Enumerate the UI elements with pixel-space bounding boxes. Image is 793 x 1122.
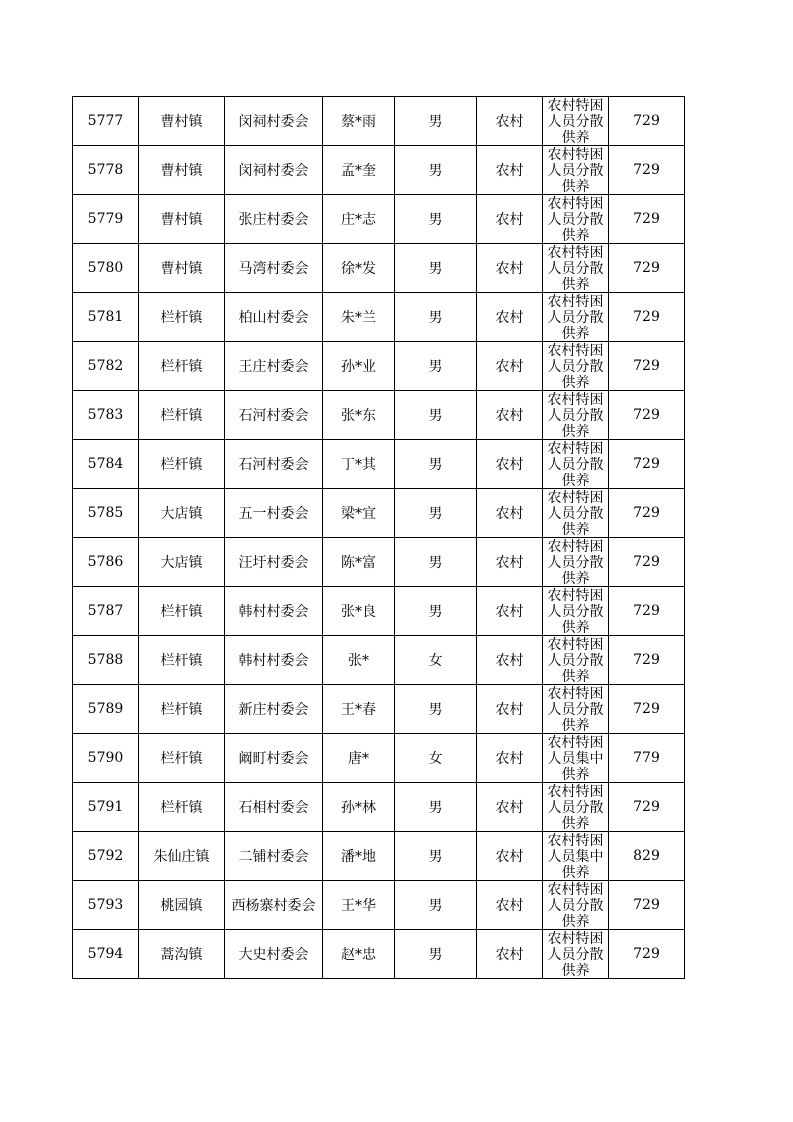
cell-village-committee: 柏山村委会 (225, 293, 323, 342)
cell-town: 桃园镇 (139, 881, 225, 930)
cell-town: 大店镇 (139, 538, 225, 587)
cell-residence-type: 农村 (477, 391, 543, 440)
cell-support-category (543, 293, 609, 342)
support-category-text: 农村特困人员分散供养 (547, 637, 604, 684)
cell-person-name: 王*华 (323, 881, 395, 930)
cell-village-committee: 二铺村委会 (225, 832, 323, 881)
cell-support-category (543, 146, 609, 195)
table-row (73, 685, 685, 734)
cell-serial-number: 5794 (73, 930, 139, 979)
support-category-text: 农村特困人员分散供养 (547, 98, 604, 145)
cell-village-committee: 王庄村委会 (225, 342, 323, 391)
cell-village-committee: 五一村委会 (225, 489, 323, 538)
cell-support-category (543, 783, 609, 832)
cell-amount: 729 (609, 146, 685, 195)
cell-person-name: 蔡*雨 (323, 97, 395, 146)
cell-amount: 779 (609, 734, 685, 783)
cell-gender: 男 (395, 244, 477, 293)
cell-gender: 男 (395, 783, 477, 832)
support-category-text: 农村特困人员分散供养 (547, 147, 604, 194)
cell-support-category (543, 489, 609, 538)
cell-gender: 男 (395, 930, 477, 979)
cell-town: 朱仙庄镇 (139, 832, 225, 881)
cell-village-committee: 闵祠村委会 (225, 146, 323, 195)
cell-amount: 729 (609, 930, 685, 979)
cell-amount: 729 (609, 489, 685, 538)
cell-person-name: 梁*宜 (323, 489, 395, 538)
table-row (73, 930, 685, 979)
support-category-text: 农村特困人员分散供养 (547, 343, 604, 390)
cell-town: 曹村镇 (139, 244, 225, 293)
cell-amount: 729 (609, 195, 685, 244)
cell-serial-number: 5781 (73, 293, 139, 342)
cell-village-committee: 汪圩村委会 (225, 538, 323, 587)
cell-person-name: 朱*兰 (323, 293, 395, 342)
cell-village-committee: 马湾村委会 (225, 244, 323, 293)
cell-town: 栏杆镇 (139, 587, 225, 636)
cell-serial-number: 5783 (73, 391, 139, 440)
cell-support-category (543, 195, 609, 244)
cell-amount: 729 (609, 391, 685, 440)
cell-serial-number: 5777 (73, 97, 139, 146)
cell-gender: 男 (395, 832, 477, 881)
cell-residence-type: 农村 (477, 195, 543, 244)
cell-gender: 男 (395, 97, 477, 146)
cell-amount: 729 (609, 587, 685, 636)
cell-person-name: 张* (323, 636, 395, 685)
cell-person-name: 孟*奎 (323, 146, 395, 195)
cell-village-committee: 石相村委会 (225, 783, 323, 832)
cell-amount: 729 (609, 881, 685, 930)
cell-gender: 男 (395, 538, 477, 587)
cell-residence-type: 农村 (477, 734, 543, 783)
cell-residence-type: 农村 (477, 146, 543, 195)
cell-residence-type: 农村 (477, 97, 543, 146)
roster-body (73, 97, 685, 979)
support-category-text: 农村特困人员分散供养 (547, 245, 604, 292)
cell-serial-number: 5792 (73, 832, 139, 881)
cell-town: 栏杆镇 (139, 783, 225, 832)
cell-serial-number: 5788 (73, 636, 139, 685)
cell-amount: 829 (609, 832, 685, 881)
cell-town: 栏杆镇 (139, 342, 225, 391)
cell-serial-number: 5785 (73, 489, 139, 538)
cell-amount: 729 (609, 440, 685, 489)
cell-amount: 729 (609, 293, 685, 342)
cell-person-name: 潘*地 (323, 832, 395, 881)
cell-serial-number: 5790 (73, 734, 139, 783)
cell-town: 栏杆镇 (139, 685, 225, 734)
cell-town: 大店镇 (139, 489, 225, 538)
cell-serial-number: 5784 (73, 440, 139, 489)
cell-person-name: 徐*发 (323, 244, 395, 293)
cell-support-category (543, 685, 609, 734)
cell-person-name: 王*春 (323, 685, 395, 734)
cell-support-category (543, 636, 609, 685)
cell-village-committee: 韩村村委会 (225, 636, 323, 685)
cell-gender: 男 (395, 342, 477, 391)
cell-residence-type: 农村 (477, 489, 543, 538)
cell-support-category (543, 97, 609, 146)
cell-serial-number: 5787 (73, 587, 139, 636)
cell-person-name: 孙*业 (323, 342, 395, 391)
cell-residence-type: 农村 (477, 881, 543, 930)
table-row (73, 783, 685, 832)
support-category-text: 农村特困人员分散供养 (547, 196, 604, 243)
support-category-text: 农村特困人员分散供养 (547, 784, 604, 831)
cell-town: 栏杆镇 (139, 440, 225, 489)
cell-town: 栏杆镇 (139, 636, 225, 685)
cell-serial-number: 5793 (73, 881, 139, 930)
cell-gender: 女 (395, 636, 477, 685)
support-category-text: 农村特困人员分散供养 (547, 294, 604, 341)
cell-gender: 男 (395, 685, 477, 734)
table-row (73, 587, 685, 636)
cell-residence-type: 农村 (477, 244, 543, 293)
cell-residence-type: 农村 (477, 342, 543, 391)
cell-gender: 男 (395, 587, 477, 636)
support-category-text: 农村特困人员分散供养 (547, 539, 604, 586)
cell-town: 曹村镇 (139, 97, 225, 146)
cell-support-category (543, 734, 609, 783)
cell-gender: 男 (395, 293, 477, 342)
cell-residence-type: 农村 (477, 587, 543, 636)
table-row (73, 538, 685, 587)
cell-gender: 男 (395, 489, 477, 538)
cell-amount: 729 (609, 636, 685, 685)
cell-residence-type: 农村 (477, 783, 543, 832)
support-category-text: 农村特困人员分散供养 (547, 686, 604, 733)
table-row (73, 293, 685, 342)
support-category-text: 农村特困人员分散供养 (547, 588, 604, 635)
table-row (73, 97, 685, 146)
table-row (73, 244, 685, 293)
cell-person-name: 赵*忠 (323, 930, 395, 979)
cell-amount: 729 (609, 538, 685, 587)
roster-table (72, 96, 685, 979)
cell-residence-type: 农村 (477, 930, 543, 979)
cell-person-name: 张*良 (323, 587, 395, 636)
cell-town: 栏杆镇 (139, 734, 225, 783)
cell-support-category (543, 930, 609, 979)
cell-serial-number: 5789 (73, 685, 139, 734)
support-category-text: 农村特困人员集中供养 (547, 833, 604, 880)
cell-support-category (543, 244, 609, 293)
cell-village-committee: 大史村委会 (225, 930, 323, 979)
support-category-text: 农村特困人员分散供养 (547, 882, 604, 929)
cell-village-committee: 新庄村委会 (225, 685, 323, 734)
table-row (73, 342, 685, 391)
cell-person-name: 孙*林 (323, 783, 395, 832)
cell-residence-type: 农村 (477, 538, 543, 587)
cell-residence-type: 农村 (477, 293, 543, 342)
table-row (73, 391, 685, 440)
cell-gender: 男 (395, 146, 477, 195)
cell-gender: 男 (395, 195, 477, 244)
cell-serial-number: 5782 (73, 342, 139, 391)
cell-support-category (543, 440, 609, 489)
cell-village-committee: 闵祠村委会 (225, 97, 323, 146)
cell-person-name: 庄*志 (323, 195, 395, 244)
cell-person-name: 张*东 (323, 391, 395, 440)
cell-serial-number: 5778 (73, 146, 139, 195)
cell-village-committee: 石河村委会 (225, 391, 323, 440)
cell-town: 曹村镇 (139, 146, 225, 195)
table-row (73, 440, 685, 489)
support-category-text: 农村特困人员分散供养 (547, 490, 604, 537)
cell-residence-type: 农村 (477, 636, 543, 685)
cell-amount: 729 (609, 97, 685, 146)
cell-gender: 男 (395, 881, 477, 930)
cell-residence-type: 农村 (477, 440, 543, 489)
cell-serial-number: 5791 (73, 783, 139, 832)
table-row (73, 636, 685, 685)
cell-gender: 男 (395, 440, 477, 489)
cell-serial-number: 5786 (73, 538, 139, 587)
table-row (73, 195, 685, 244)
cell-town: 曹村镇 (139, 195, 225, 244)
table-row (73, 832, 685, 881)
table-row (73, 146, 685, 195)
cell-village-committee: 石河村委会 (225, 440, 323, 489)
cell-amount: 729 (609, 342, 685, 391)
cell-person-name: 丁*其 (323, 440, 395, 489)
table-row (73, 881, 685, 930)
cell-person-name: 陈*富 (323, 538, 395, 587)
support-category-text: 农村特困人员集中供养 (547, 735, 604, 782)
cell-amount: 729 (609, 783, 685, 832)
support-category-text: 农村特困人员分散供养 (547, 441, 604, 488)
support-category-text: 农村特困人员分散供养 (547, 392, 604, 439)
cell-amount: 729 (609, 244, 685, 293)
cell-support-category (543, 538, 609, 587)
cell-support-category (543, 587, 609, 636)
cell-town: 栏杆镇 (139, 293, 225, 342)
cell-person-name: 唐* (323, 734, 395, 783)
cell-support-category (543, 881, 609, 930)
table-row (73, 489, 685, 538)
cell-gender: 男 (395, 391, 477, 440)
cell-support-category (543, 342, 609, 391)
cell-village-committee: 韩村村委会 (225, 587, 323, 636)
cell-residence-type: 农村 (477, 832, 543, 881)
cell-support-category (543, 832, 609, 881)
cell-amount: 729 (609, 685, 685, 734)
cell-village-committee: 西杨寨村委会 (225, 881, 323, 930)
support-category-text: 农村特困人员分散供养 (547, 931, 604, 978)
cell-serial-number: 5780 (73, 244, 139, 293)
cell-village-committee: 张庄村委会 (225, 195, 323, 244)
cell-support-category (543, 391, 609, 440)
cell-residence-type: 农村 (477, 685, 543, 734)
cell-town: 蒿沟镇 (139, 930, 225, 979)
cell-gender: 女 (395, 734, 477, 783)
cell-village-committee: 阚町村委会 (225, 734, 323, 783)
cell-serial-number: 5779 (73, 195, 139, 244)
table-row (73, 734, 685, 783)
cell-town: 栏杆镇 (139, 391, 225, 440)
